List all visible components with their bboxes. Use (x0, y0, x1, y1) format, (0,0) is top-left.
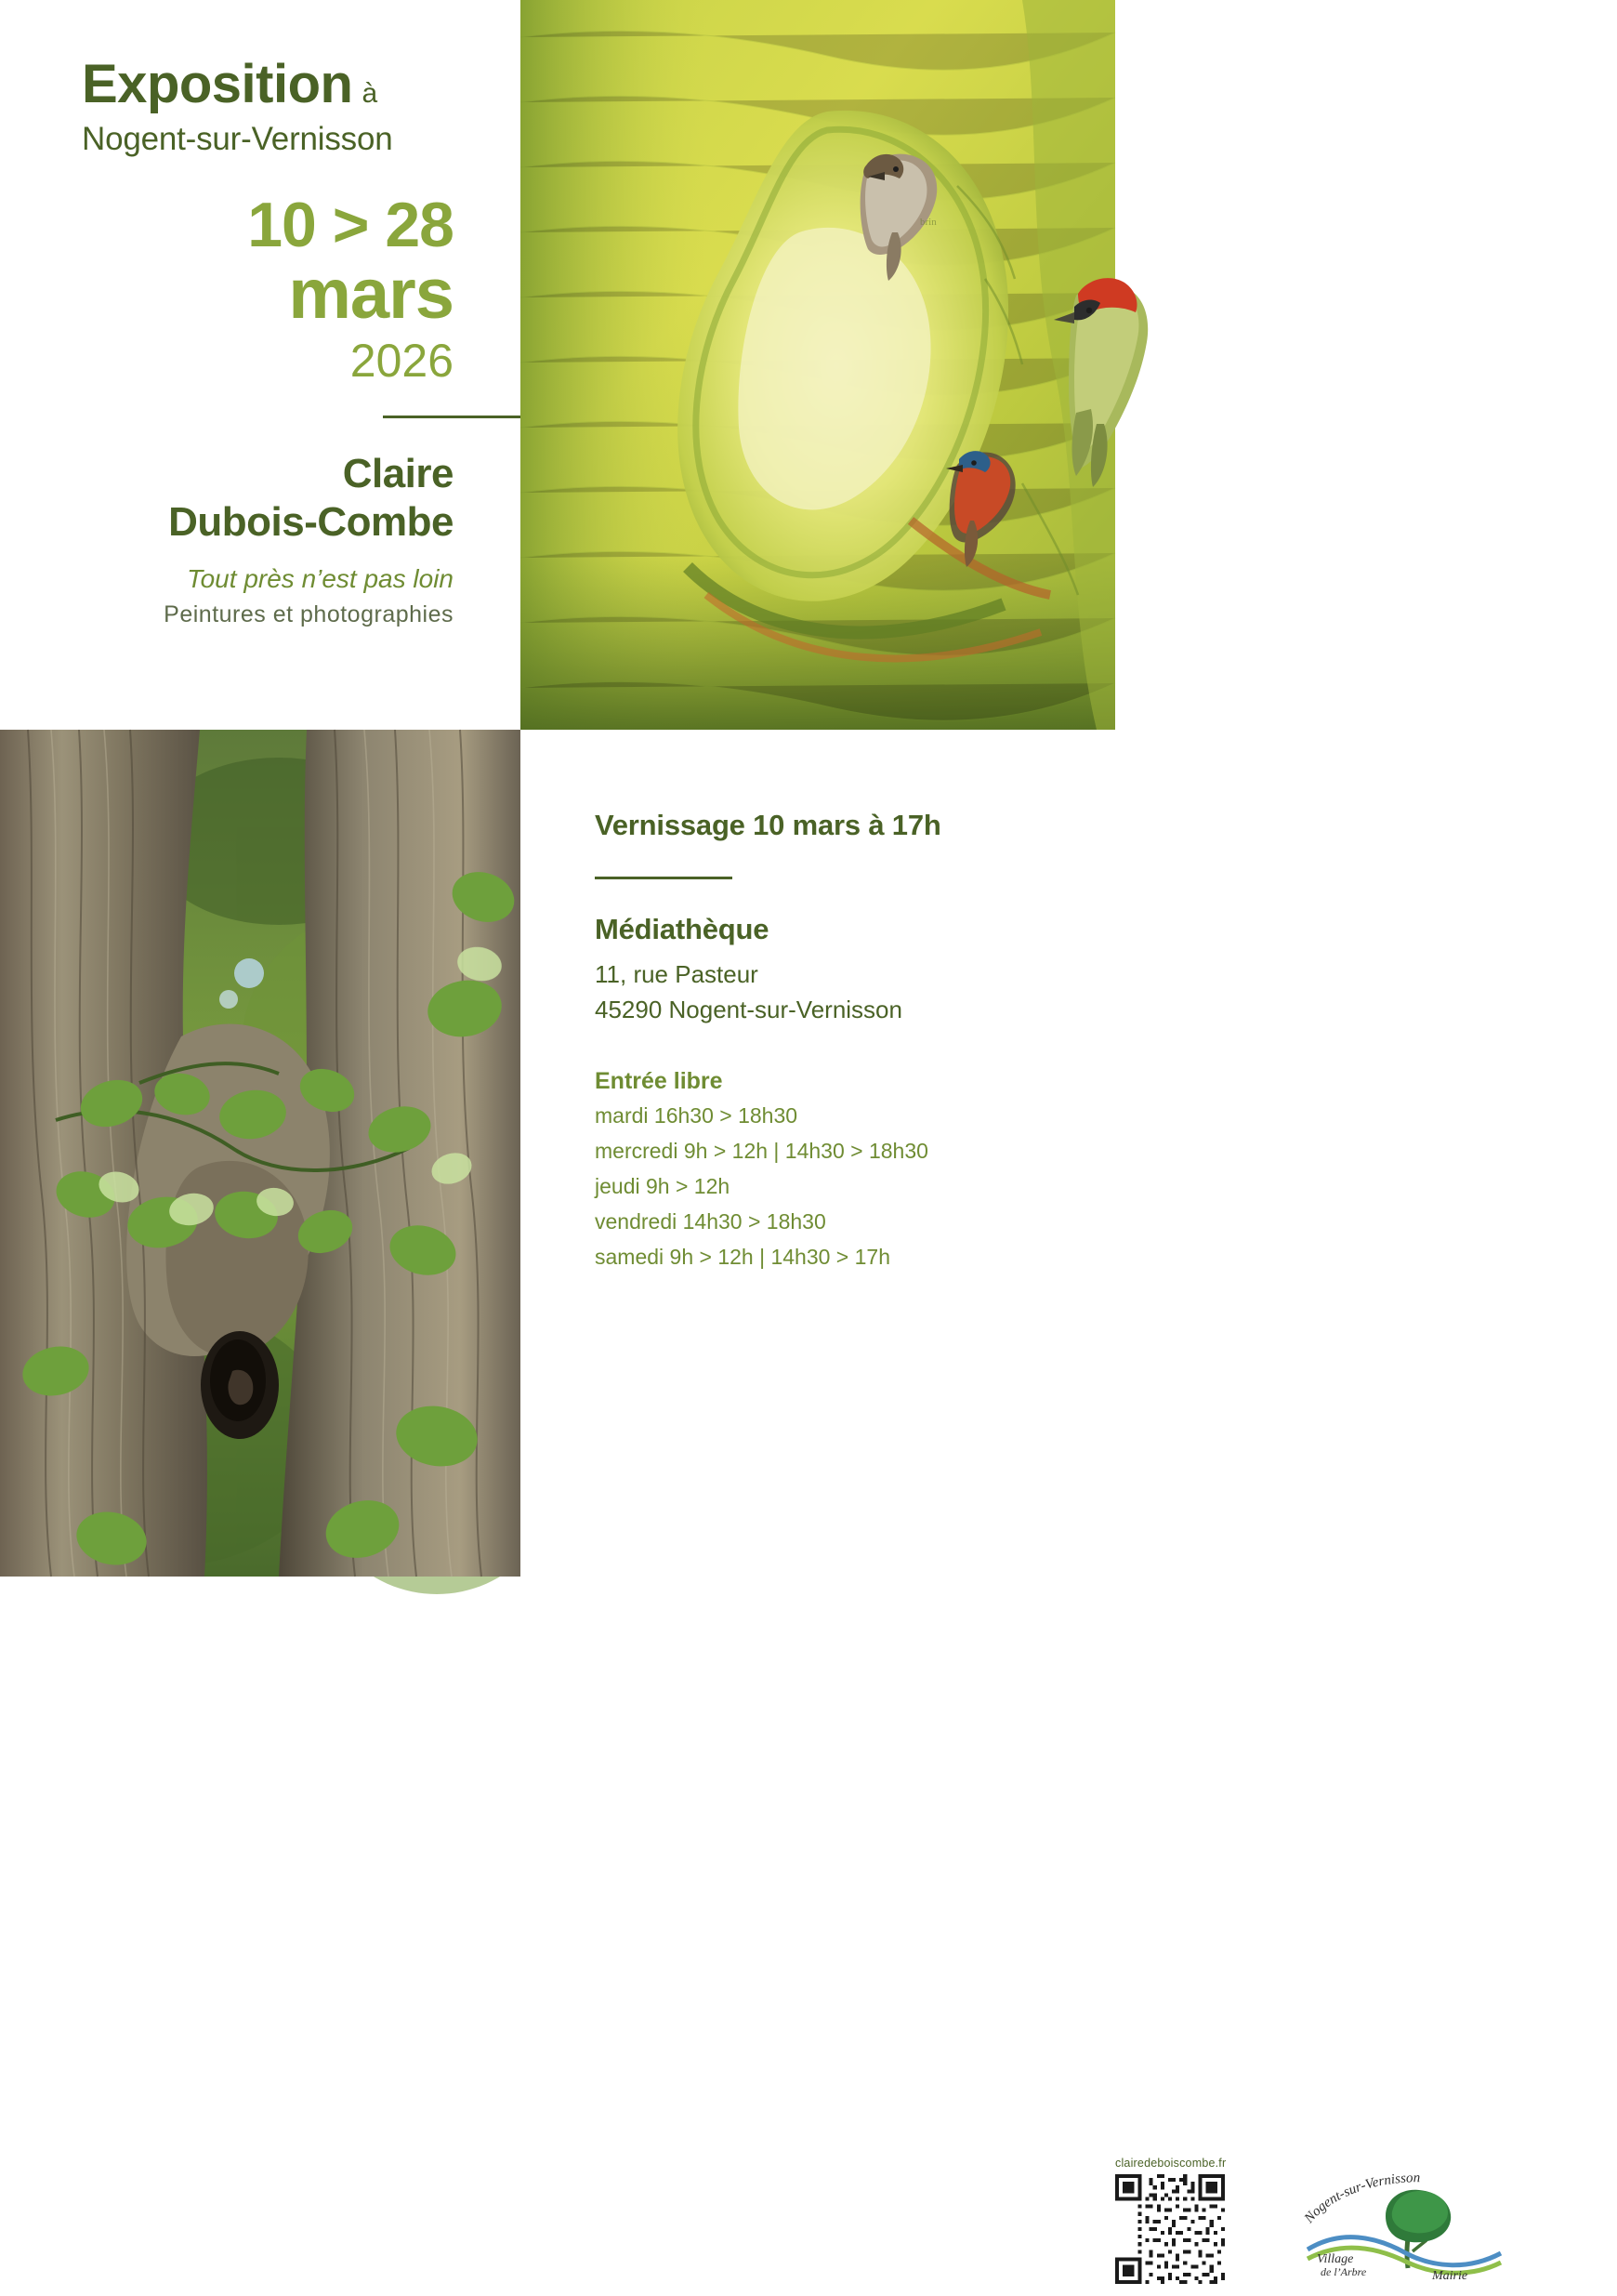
svg-text:Village: Village (1317, 2252, 1354, 2266)
artist-last-name: Dubois-Combe (168, 498, 454, 545)
venue-address (595, 957, 1115, 1027)
exhibition-medium: Peintures et photographies (164, 601, 454, 628)
info-panel (520, 730, 1468, 2283)
address-line-1: 11, rue Pasteur (595, 960, 758, 988)
vernissage-text: Vernissage 10 mars à 17h (595, 809, 941, 841)
artwork-image (520, 0, 1115, 730)
date-month: mars (288, 254, 454, 334)
svg-text:Nogent-sur-Vernisson: Nogent-sur-Vernisson (1301, 2171, 1421, 2226)
artist-first-name: Claire (342, 450, 454, 496)
hours-row: mercredi 9h > 12h | 14h30 > 18h30 (595, 1139, 928, 1164)
city-name: Nogent-sur-Vernisson (82, 121, 393, 157)
svg-text:brin: brin (920, 217, 937, 228)
exhibition-subtitle: Tout près n’est pas loin (187, 564, 454, 594)
title-panel (0, 0, 520, 730)
tree-photo (0, 730, 520, 1577)
venue-name: Médiathèque (595, 913, 769, 945)
footer (1115, 2157, 1617, 2296)
opening-hours (595, 1099, 1115, 1275)
title-wrap (0, 0, 520, 628)
hours-row: jeudi 9h > 12h (595, 1174, 730, 1199)
tree-photo-illustration (0, 730, 520, 1577)
divider-top (383, 416, 520, 418)
hours-row: samedi 9h > 12h | 14h30 > 17h (595, 1245, 891, 1270)
qr-code[interactable] (1115, 2174, 1225, 2284)
town-logo (1296, 2164, 1510, 2285)
page-title: Exposition (82, 54, 353, 114)
date-range: 10 > 28 (247, 190, 454, 260)
exposition-preposition: à (362, 78, 378, 109)
address-line-2: 45290 Nogent-sur-Vernisson (595, 995, 902, 1023)
artist-name (82, 450, 454, 547)
qr-block[interactable] (1115, 2157, 1226, 2289)
hours-row: vendredi 14h30 > 18h30 (595, 1209, 826, 1234)
town-logo-illustration (1296, 2164, 1510, 2285)
date-year: 2026 (349, 334, 454, 387)
divider-info (595, 877, 732, 879)
svg-text:de l’Arbre: de l’Arbre (1321, 2265, 1367, 2278)
exposition-line (82, 54, 520, 114)
website-url: clairedeboiscombe.fr (1115, 2157, 1227, 2170)
artwork-illustration (520, 0, 1115, 730)
hours-row: mardi 16h30 > 18h30 (595, 1103, 798, 1128)
entry-label: Entrée libre (595, 1068, 723, 1095)
svg-text:Mairie: Mairie (1432, 2269, 1468, 2283)
dates-block (82, 190, 454, 387)
info-wrap (520, 730, 1115, 1275)
